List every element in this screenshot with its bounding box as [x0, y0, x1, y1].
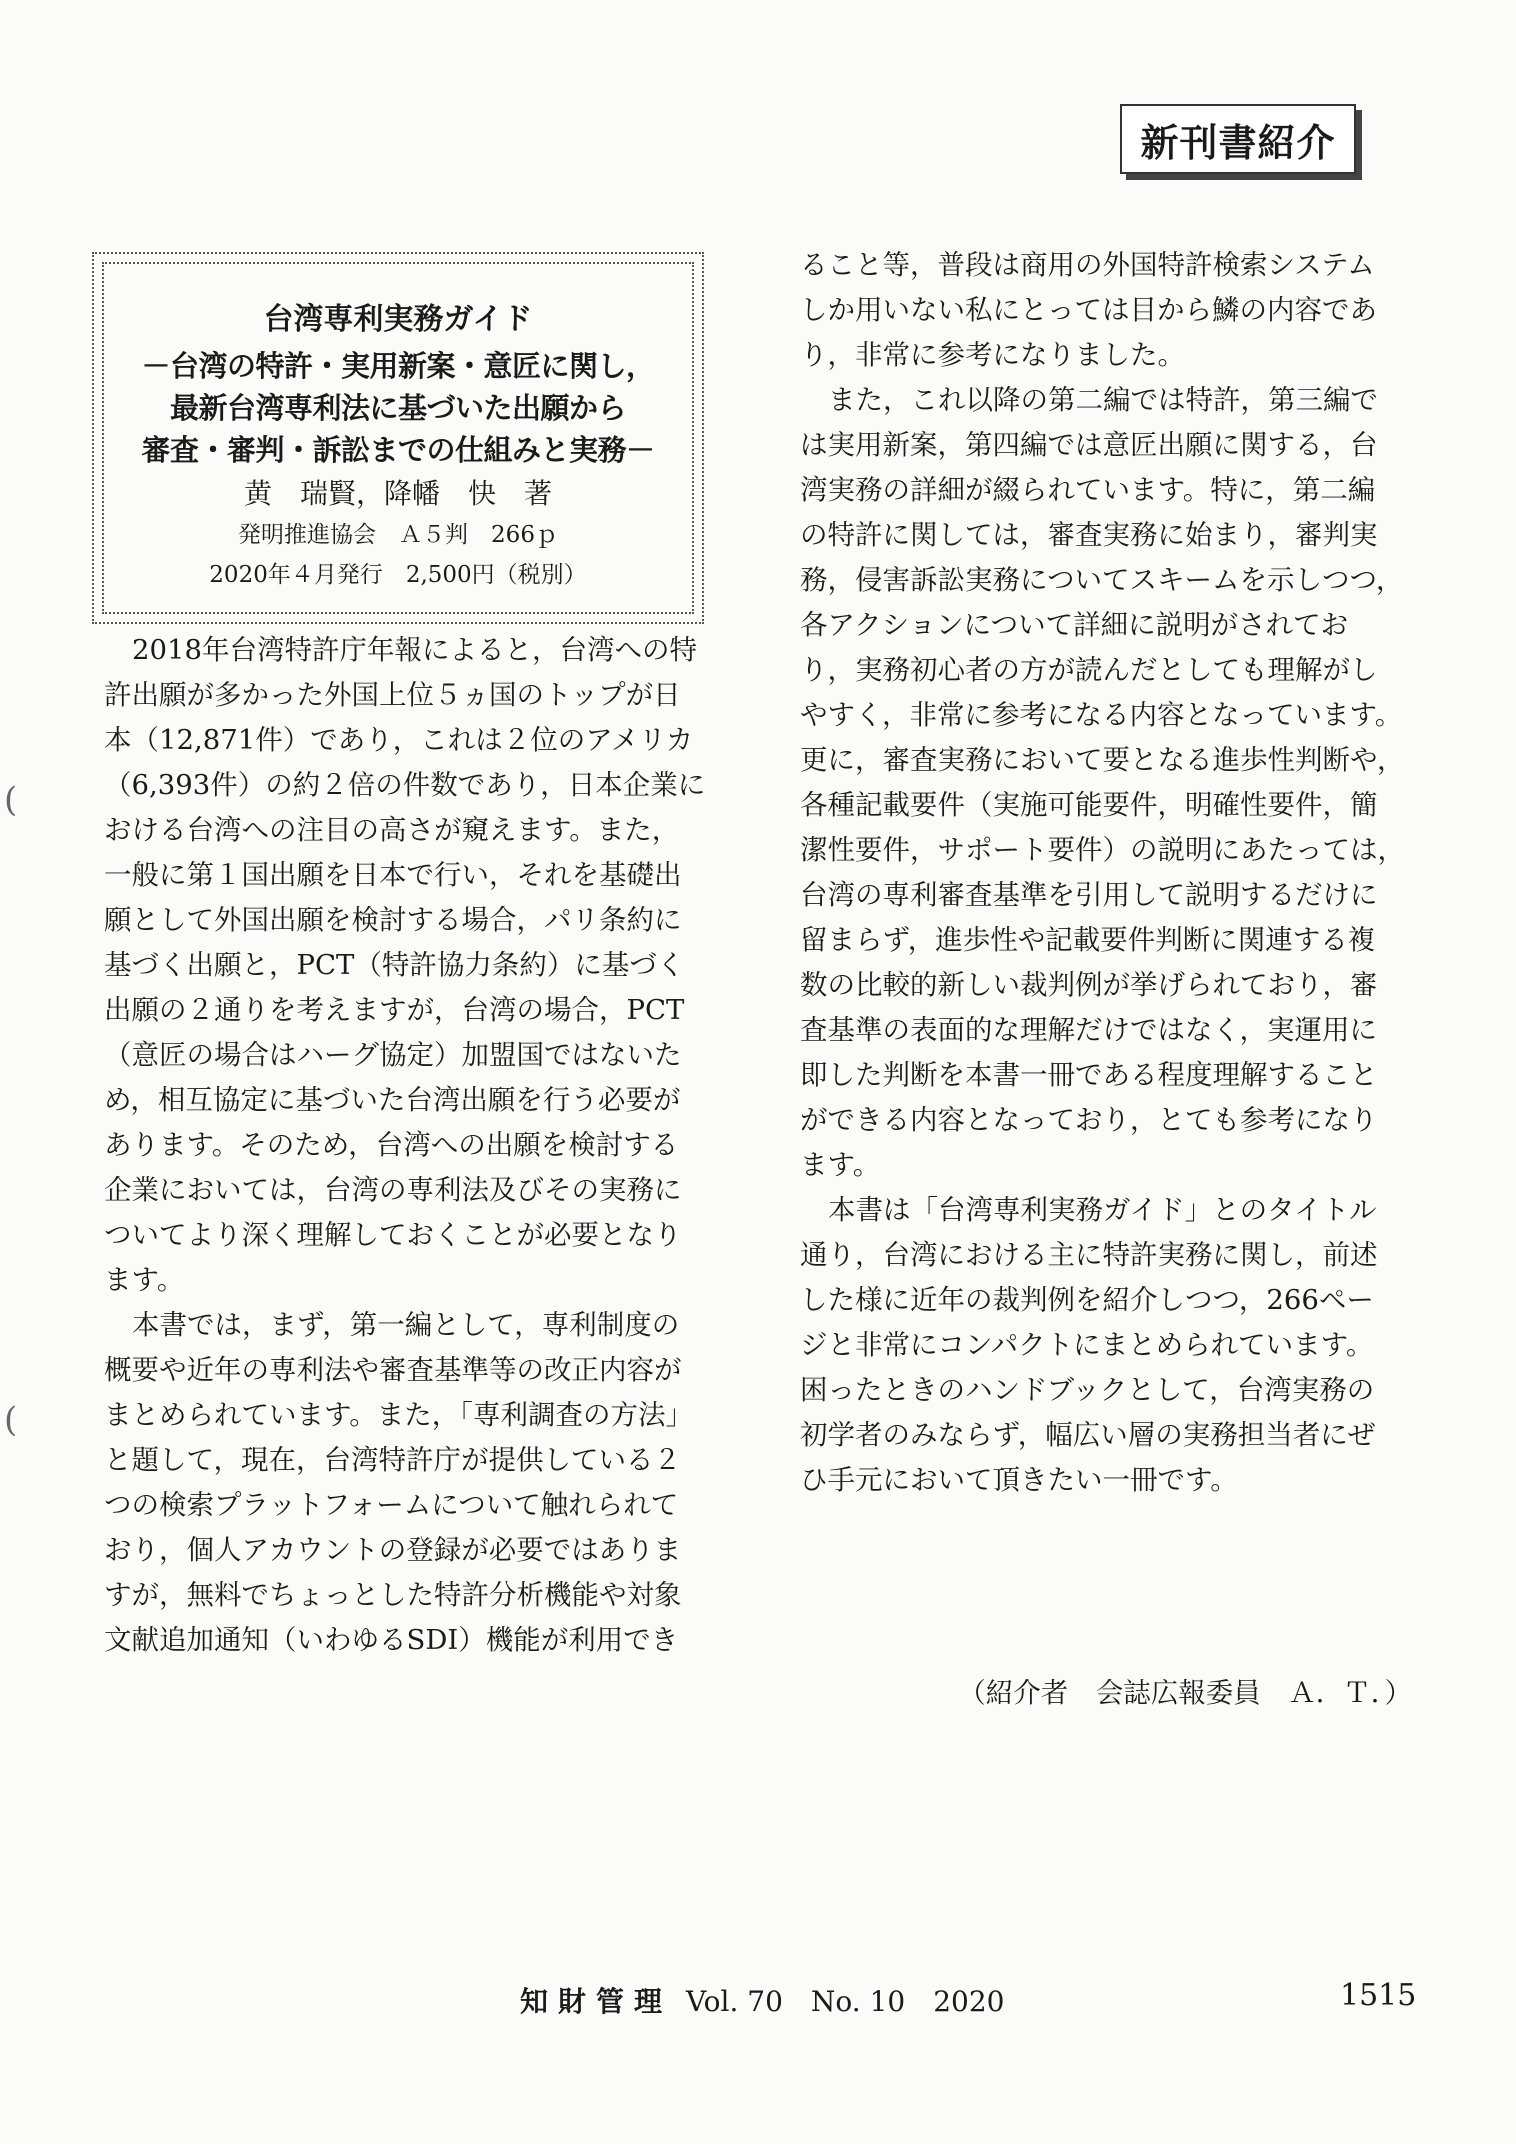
text-line: 基づく出願と，PCT（特許協力条約）に基づく [104, 949, 685, 981]
text-line: 各アクションについて詳細に説明がされてお [800, 609, 1349, 641]
text-line: 査基準の表面的な理解だけではなく，実運用に [800, 1014, 1377, 1046]
text-line: 初学者のみならず，幅広い層の実務担当者にぜ [800, 1419, 1376, 1451]
left-column [104, 628, 714, 1663]
text-line: 更に，審査実務において要となる進歩性判断や， [800, 744, 1405, 776]
text-line: （6,393件）の約２倍の件数であり，日本企業に [104, 769, 706, 801]
text-line: は実用新案，第四編では意匠出願に関する，台 [800, 429, 1378, 461]
text-line: 本書では，まず，第一編として，専利制度の [132, 1309, 680, 1341]
text-line: 数の比較的新しい裁判例が挙げられており，審 [800, 969, 1378, 1001]
text-line: り，非常に参考になりました。 [800, 339, 1185, 371]
book-date-price: 2020年４月発行 2,500円（税別） [209, 562, 587, 588]
text-line: 許出願が多かった外国上位５ヵ国のトップが日 [104, 679, 681, 711]
text-line: まとめられています。また，「専利調査の方法」 [104, 1399, 694, 1431]
text-line: おり，個人アカウントの登録が必要ではありま [104, 1534, 682, 1566]
text-line: つの検索プラットフォームについて触れられて [104, 1489, 679, 1521]
text-line: 潔性要件，サポート要件）の説明にあたっては， [800, 834, 1405, 866]
binding-hole-mark: ( [4, 1400, 18, 1440]
text-line: ひ手元において頂きたい一冊です。 [800, 1464, 1238, 1496]
text-line: と題して，現在，台湾特許庁が提供している２ [104, 1444, 681, 1476]
text-line: しか用いない私にとっては目から鱗の内容であ [800, 294, 1377, 326]
text-line: 2018年台湾特許庁年報によると，台湾への特 [132, 634, 697, 666]
text-line: め，相互協定に基づいた台湾出願を行う必要が [104, 1084, 681, 1116]
text-line: ること等，普段は商用の外国特許検索システム [800, 249, 1375, 281]
book-subtitle-line3: 審査・審判・訴訟までの仕組みと実務－ [141, 433, 655, 467]
book-title: 台湾専利実務ガイド [263, 302, 533, 337]
reviewer-signature: （紹介者 会誌広報委員 Ａ．Ｔ．） [958, 1677, 1412, 1709]
text-line: 通り，台湾における主に特許実務に関し，前述 [800, 1239, 1378, 1271]
book-info-box [92, 252, 704, 624]
text-line: 概要や近年の専利法や審査基準等の改正内容が [104, 1354, 682, 1386]
text-line: 願として外国出願を検討する場合，パリ条約に [104, 904, 682, 936]
text-line: 企業においては，台湾の専利法及びその実務に [104, 1174, 682, 1206]
text-line: （意匠の場合はハーグ協定）加盟国ではないた [104, 1039, 682, 1071]
text-line: ます。 [104, 1264, 185, 1296]
journal-issue: Vol. 70 No. 10 2020 [686, 1985, 1005, 2018]
text-line: すが，無料でちょっとした特許分析機能や対象 [104, 1579, 682, 1611]
text-line: やすく，非常に参考になる内容となっています。 [800, 699, 1403, 731]
text-line: あります。そのため，台湾への出願を検討する [104, 1129, 679, 1161]
text-line: 各種記載要件（実施可能要件，明確性要件，簡 [800, 789, 1378, 821]
journal-name: 知財管理 [520, 1985, 673, 2018]
text-line: り，実務初心者の方が読んだとしても理解がし [800, 654, 1378, 686]
text-line: ジと非常にコンパクトにまとめられています。 [800, 1329, 1374, 1361]
page-number: 1515 [1340, 1978, 1417, 2013]
text-line: 即した判断を本書一冊である程度理解すること [800, 1059, 1378, 1091]
text-line: 文献追加通知（いわゆるSDI）機能が利用でき [104, 1624, 679, 1656]
text-line: した様に近年の裁判例を紹介しつつ，266ペー [800, 1284, 1374, 1316]
text-line: おける台湾への注目の高さが窺えます。また， [104, 814, 680, 846]
text-line: 湾実務の詳細が綴られています。特に，第二編 [800, 474, 1376, 506]
section-label: 新刊書紹介 [1120, 104, 1356, 174]
text-line: 台湾の専利審査基準を引用して説明するだけに [800, 879, 1378, 911]
text-line: ついてより深く理解しておくことが必要となり [104, 1219, 682, 1251]
book-publisher-info: 発明推進協会 Ａ５判 266ｐ [238, 522, 558, 548]
book-authors: 黄 瑞賢，降幡 快 著 [243, 477, 552, 510]
text-line: 本（12,871件）であり，これは２位のアメリカ [104, 724, 694, 756]
binding-hole-mark: ( [4, 780, 18, 820]
text-line: 出願の２通りを考えますが，台湾の場合，PCT [104, 994, 685, 1026]
text-line: また，これ以降の第二編では特許，第三編で [828, 384, 1378, 416]
right-column [800, 243, 1410, 1503]
text-line: 一般に第１国出願を日本で行い，それを基礎出 [104, 859, 682, 891]
book-subtitle-line2: 最新台湾専利法に基づいた出願から [169, 391, 626, 425]
text-line: 本書は「台湾専利実務ガイド」とのタイトル [828, 1194, 1377, 1226]
text-line: の特許に関しては，審査実務に始まり，審判実 [800, 519, 1378, 551]
text-line: 困ったときのハンドブックとして，台湾実務の [800, 1374, 1375, 1406]
text-line: ができる内容となっており，とても参考になり [800, 1104, 1378, 1136]
text-line: ます。 [800, 1149, 881, 1181]
footer-journal [520, 1980, 1004, 2020]
text-line: 留まらず，進歩性や記載要件判断に関連する複 [800, 924, 1376, 956]
book-subtitle-line1: －台湾の特許・実用新案・意匠に関し， [141, 349, 655, 383]
text-line: 務，侵害訴訟実務についてスキームを示しつつ， [800, 564, 1404, 596]
